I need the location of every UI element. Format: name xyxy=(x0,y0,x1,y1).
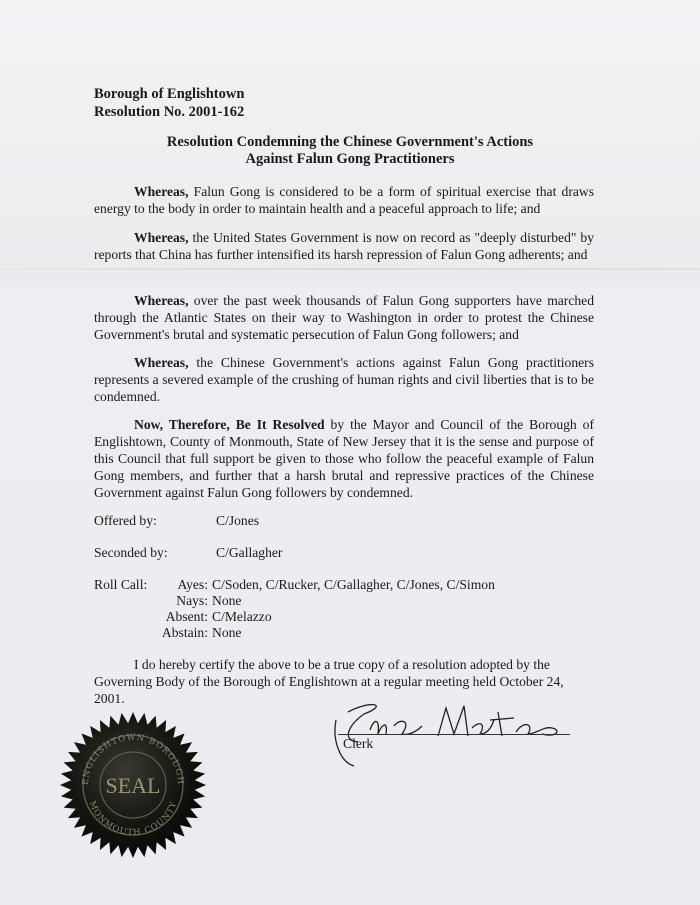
paragraph-text: the Chinese Government's actions against Falun Gong practitioners represents a severed example of the crushing of human rights and civil liberties that is to be condemned. xyxy=(94,355,594,404)
resolution-number: Resolution No. 2001-162 xyxy=(94,104,245,120)
title-line-1: Resolution Condemning the Chinese Government's Actions xyxy=(166,134,534,150)
paragraph-lead: Whereas, xyxy=(134,230,189,245)
paragraph-text: the United States Government is now on record as "deeply disturbed" by reports that China has further intensified its harsh repression of Falun Gong adherents; and xyxy=(94,230,594,262)
whereas-paragraph-4 xyxy=(94,354,594,405)
whereas-paragraph-3 xyxy=(94,292,594,343)
nays-value: None xyxy=(212,593,242,608)
paragraph-lead: Now, Therefore, Be It Resolved xyxy=(134,417,325,432)
paragraph-text: by the Mayor and Council of the Borough of Englishtown, County of Monmouth, State of New Jersey that it is the sense and purpose of this Council that full support be given to those who follow the peaceful example of Falun Gong members, and further that a harsh brutal and repressive practices of the Chinese Government against Falun Gong followers by condemned. xyxy=(94,417,594,500)
whereas-paragraph-2 xyxy=(94,229,594,263)
roll-call-label: Roll Call: xyxy=(94,577,148,592)
seconded-by-label: Seconded by: xyxy=(94,545,168,560)
clerk-signature xyxy=(330,690,570,770)
resolution-title xyxy=(0,134,700,168)
resolved-paragraph xyxy=(94,416,594,501)
seal-ring-bottom: MONMOUTH COUNTY xyxy=(86,799,180,839)
borough-name: Borough of Englishtown xyxy=(94,86,245,102)
seal-ring-top: ENGLISHTOWN BOROUGH xyxy=(80,732,186,786)
absent-value: C/Melazzo xyxy=(212,609,272,624)
roll-call xyxy=(0,576,700,646)
document-header xyxy=(94,85,244,121)
ayes-label: Ayes: xyxy=(177,577,208,592)
abstain-value: None xyxy=(212,625,242,640)
borough-seal xyxy=(58,710,208,860)
absent-label: Absent: xyxy=(165,609,208,624)
nays-label: Nays: xyxy=(176,593,208,608)
paragraph-text: Falun Gong is considered to be a form of spiritual exercise that draws energy to the body in order to maintain health and a peaceful approach to life; and xyxy=(94,184,594,216)
paragraph-lead: Whereas, xyxy=(134,184,189,199)
certification-statement: I do hereby certify the above to be a true copy of a resolution adopted by the Governing Body of the Borough of Englishtown at a regular meeting held October 24, 2001. xyxy=(94,657,564,706)
whereas-paragraph-1 xyxy=(94,183,594,217)
paragraph-lead: Whereas, xyxy=(134,293,189,308)
title-line-2: Against Falun Gong Practitioners xyxy=(245,151,455,167)
offered-by-value: C/Jones xyxy=(216,513,260,528)
clerk-label: Clerk xyxy=(343,736,374,751)
paragraph-text: over the past week thousands of Falun Gong supporters have marched through the Atlantic States on their way to Washington in order to protest the Chinese Government's brutal and systematic persecution of Falun Gong followers; and xyxy=(94,293,594,342)
offered-by-label: Offered by: xyxy=(94,513,157,528)
ayes-value: C/Soden, C/Rucker, C/Gallagher, C/Jones, C/Simon xyxy=(212,577,495,592)
seal-center-text: SEAL xyxy=(105,773,161,798)
signature-line xyxy=(338,734,570,735)
paragraph-lead: Whereas, xyxy=(134,355,189,370)
abstain-label: Abstain: xyxy=(161,625,208,640)
fold-line xyxy=(0,268,700,270)
seconded-by-value: C/Gallagher xyxy=(216,545,283,560)
